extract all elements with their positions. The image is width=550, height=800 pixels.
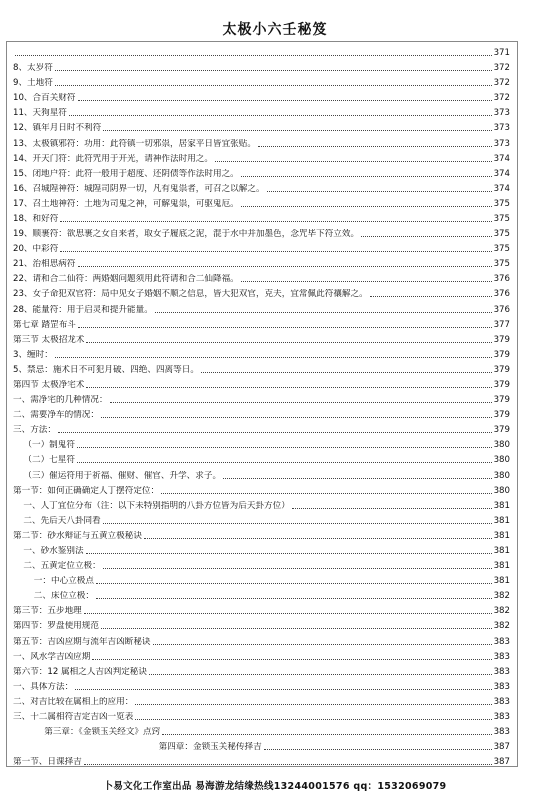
toc-page-number: 376 [493,274,510,285]
toc-leader-dots [55,70,492,71]
toc-entry-text: 9、土地符 [13,78,53,89]
toc-leader-dots [78,100,492,101]
toc-entry-text: 17、召土地神符：土地为司鬼之神，可解鬼祟，可驱鬼厄。 [13,198,239,209]
toc-page-number: 379 [493,334,510,345]
toc-entry-text: 第四章：金锁玉关秘传择吉 [158,742,262,753]
toc-entry [13,74,510,89]
toc-entry-text: 28、能量符：用于启灵和提升能量。 [13,304,153,315]
toc-entry [13,587,510,602]
toc-page-number: 371 [493,48,510,58]
toc-entry [13,542,510,557]
toc-entry-text: 16、召城隍神符：城隍司阴界一切，凡有鬼祟者，可召之以解之。 [13,183,265,194]
toc-entry-text: 13、太极镇邪符：功用：此符镇一切邪祟，居家平日皆宜张贴。 [13,138,256,149]
toc-leader-dots [84,613,492,614]
toc-entry [13,361,510,376]
toc-entry-text: 第一节：如何正确确定人丁摆符定位： [13,485,160,496]
toc-entry [13,119,510,134]
toc-entry-text: 一、风水学吉凶应期 [13,651,91,662]
toc-leader-dots [267,191,492,192]
toc-entry [13,285,510,300]
toc-entry-text: 22、请和合二仙符：两婚姻问题须用此符请和合二仙降福。 [13,274,239,285]
toc-entry [13,406,510,421]
toc-entry-text: 14、开天门符：此符咒用于开光，请神作法时用之。 [13,153,213,164]
toc-page-number: 383 [493,651,510,662]
toc-entry [13,391,510,406]
toc-page-number: 381 [493,530,510,541]
toc-leader-dots [135,719,491,720]
publisher-footer: 卜易文化工作室出品 易海游龙结缘热线13244001576 qq：1532069079 [103,781,447,792]
toc-leader-dots [55,85,492,86]
toc-entry-text: 二、对吉比较在属相上的应用： [13,696,134,707]
toc-page-number: 375 [493,198,510,209]
toc-entry [13,165,510,180]
toc-page-number: 380 [493,485,510,496]
toc-entry [13,421,510,436]
toc-entry-text: 21、治相思病符 [13,259,76,270]
toc-entry [13,512,510,527]
toc-leader-dots [103,523,492,524]
toc-leader-dots [101,417,492,418]
toc-leader-dots [55,357,492,358]
toc-entry-text: 一、人丁宜位分布（注：以下未特别指明的八卦方位皆为后天卦方位） [23,500,290,511]
toc-entry [13,210,510,225]
toc-entry-text: 第三章：《金锁玉关经文》点窍 [44,727,161,738]
toc-entry [13,255,510,270]
toc-page-number: 383 [493,636,510,647]
toc-page-number: 379 [493,410,510,421]
toc-page-number: 381 [493,576,510,587]
toc-entry-text: （二）七星符 [23,455,75,466]
toc-leader-dots [223,478,492,479]
toc-page-number: 375 [493,229,510,240]
toc-entry-text: 一、需净宅的几种情况： [13,395,108,406]
toc-page-number: 377 [493,319,510,330]
toc-entry [13,467,510,482]
toc-entry [13,240,510,255]
toc-page-number: 387 [493,757,510,768]
toc-entry [13,678,510,693]
toc-entry-text: 10、合百关财符 [13,93,76,104]
toc-page-number: 376 [493,304,510,315]
toc-entry-text: （一）制鬼符 [23,440,75,451]
toc-leader-dots [292,508,492,509]
toc-entry [13,753,510,768]
toc-entry [13,44,510,59]
toc-leader-dots [103,568,492,569]
toc-entry [13,270,510,285]
toc-page-number: 383 [493,696,510,707]
toc-page-number: 380 [493,440,510,451]
toc-entry-text: 第四节：罗盘使用规范 [13,621,99,632]
toc-entry [13,572,510,587]
toc-entry-text: 第四节 太极净宅术 [13,379,85,390]
toc-leader-dots [258,146,492,147]
toc-entry-text: 19、顺裹符：欲思裹之女自来者，取女子履底之泥，混于水中并加墨色，念咒毕下符立效。 [13,229,360,240]
toc-leader-dots [241,176,492,177]
toc-entry [13,150,510,165]
toc-page-number: 379 [493,379,510,390]
toc-page-number: 383 [493,666,510,677]
toc-leader-dots [215,161,492,162]
toc-page-number: 382 [493,591,510,602]
toc-leader-dots [96,583,492,584]
toc-leader-dots [103,130,491,131]
toc-entry-text: 11、天狗星符 [13,108,67,119]
toc-leader-dots [101,628,492,629]
toc-page-number: 375 [493,259,510,270]
toc-entry-text: 三、方法： [13,425,56,436]
toc-entry [13,708,510,723]
toc-entry [13,104,510,119]
toc-page-number: 383 [493,711,510,722]
document-title: 太极小六壬秘笈 [222,22,328,38]
toc-leader-dots [60,251,491,252]
toc-leader-dots [84,764,492,765]
toc-entry-text: 23、女子命犯双官符：局中见女子婚姻不顺之信息，皆大犯双官，克夫，宜常佩此符禳解之。 [13,289,368,300]
toc-entry-text: 三、十二属相符吉定吉凶一览表 [13,711,134,722]
toc-page-number: 375 [493,213,510,224]
toc-leader-dots [92,659,491,660]
toc-leader-dots [135,704,491,705]
toc-leader-dots [86,387,491,388]
toc-leader-dots [161,493,491,494]
toc-entry [13,436,510,451]
toc-page-number: 374 [493,153,510,164]
toc-page-number: 387 [493,742,510,753]
toc-leader-dots [75,689,491,690]
toc-leader-dots [241,206,492,207]
toc-entry [13,617,510,632]
toc-entry-text: 一、具体方法： [13,681,74,692]
toc-leader-dots [60,221,491,222]
toc-page-number: 374 [493,183,510,194]
toc-leader-dots [149,674,492,675]
toc-entry-text: 第三节 太极招龙术 [13,334,85,345]
toc-leader-dots [86,342,491,343]
toc-page-number: 373 [493,108,510,119]
toc-leader-dots [58,432,492,433]
toc-leader-dots [15,55,492,56]
toc-entry-text: 18、和好符 [13,213,59,224]
toc-leader-dots [110,402,492,403]
toc-entry-text: 20、中彩符 [13,244,59,255]
toc-entry [13,316,510,331]
toc-leader-dots [86,553,492,554]
toc-entry [13,331,510,346]
toc-entry-text: 第六节：12 属相之人吉凶判定秘诀 [13,666,147,677]
toc-entry [13,135,510,150]
toc-page-number: 383 [493,727,510,738]
toc-leader-dots [162,734,491,735]
toc-leader-dots [96,598,492,599]
toc-entry [13,376,510,391]
toc-entry-text: 第三节：五步地理 [13,606,82,617]
toc-entry-text: 5、禁忌：施术日不可犯月破、四绝、四离等日。 [13,364,199,375]
toc-leader-dots [78,266,492,267]
toc-leader-dots [361,236,492,237]
toc-page-number: 373 [493,138,510,149]
toc-entry [13,602,510,617]
toc-page-number: 380 [493,455,510,466]
toc-entry-text: 第一节、日课择吉 [13,757,82,768]
toc-entry [13,557,510,572]
toc-page-number: 382 [493,606,510,617]
toc-entry [13,527,510,542]
toc-leader-dots [144,538,492,539]
toc-entry [13,225,510,240]
toc-page-number: 381 [493,545,510,556]
toc-page-number: 376 [493,289,510,300]
toc-entry [13,693,510,708]
toc-entry [13,663,510,678]
toc-entry-text: 一：中心立极点 [33,576,94,587]
toc-leader-dots [264,749,492,750]
toc-entry [13,451,510,466]
toc-page-number: 379 [493,349,510,360]
toc-page-number: 380 [493,470,510,481]
toc-entry [13,89,510,104]
toc-entry [13,301,510,316]
toc-leader-dots [155,312,492,313]
toc-entry-text: 一、砂水鉴别法 [23,545,84,556]
toc-entry [13,633,510,648]
toc-entry-text: 二、先后天八卦同看 [23,515,101,526]
toc-entry [13,738,510,753]
toc-page-number: 379 [493,425,510,436]
toc-page-number: 383 [493,681,510,692]
toc-leader-dots [201,372,492,373]
toc-leader-dots [78,327,492,328]
toc-entry-text: 12、镇年月日时不利符 [13,123,102,134]
toc-leader-dots [69,115,492,116]
toc-page-number: 374 [493,168,510,179]
toc-entry [13,482,510,497]
toc-entry [13,648,510,663]
toc-page-number: 375 [493,244,510,255]
table-of-contents [6,41,518,767]
toc-entry [13,497,510,512]
toc-page-number: 372 [493,93,510,104]
toc-entry [13,346,510,361]
toc-entry-text: 第二节：砂水辩证与五黄立极秘诀 [13,530,142,541]
toc-entry-text: （三）催运符用于祈福、催财、催官、升学、求子。 [23,470,222,481]
toc-entry-text: 8、太岁符 [13,63,53,74]
toc-entry-text: 第七章 踏罡布斗 [13,319,76,330]
toc-leader-dots [77,447,492,448]
toc-leader-dots [241,281,492,282]
toc-entry-text: 15、闭地户符：此符一般用于超度、还阴债等作法时用之。 [13,168,239,179]
toc-entry-text: 3、缠时： [13,349,53,360]
toc-entry-text: 二、五黄定位立极： [23,561,101,572]
toc-entry-text: 二、需要净车的情况： [13,410,99,421]
toc-leader-dots [153,644,492,645]
toc-entry [13,723,510,738]
toc-page-number: 381 [493,515,510,526]
toc-page-number: 372 [493,78,510,89]
toc-leader-dots [370,296,492,297]
toc-entry [13,180,510,195]
toc-leader-dots [77,462,492,463]
toc-page-number: 379 [493,395,510,406]
toc-page-number: 379 [493,364,510,375]
toc-entry-text: 二、床位立极： [33,591,94,602]
toc-page-number: 381 [493,500,510,511]
toc-entry [13,195,510,210]
toc-page-number: 373 [493,123,510,134]
toc-entry [13,59,510,74]
toc-page-number: 381 [493,561,510,572]
toc-page-number: 372 [493,63,510,74]
toc-page-number: 382 [493,621,510,632]
toc-entry-text: 第五节：吉凶应期与流年吉凶断秘诀 [13,636,151,647]
